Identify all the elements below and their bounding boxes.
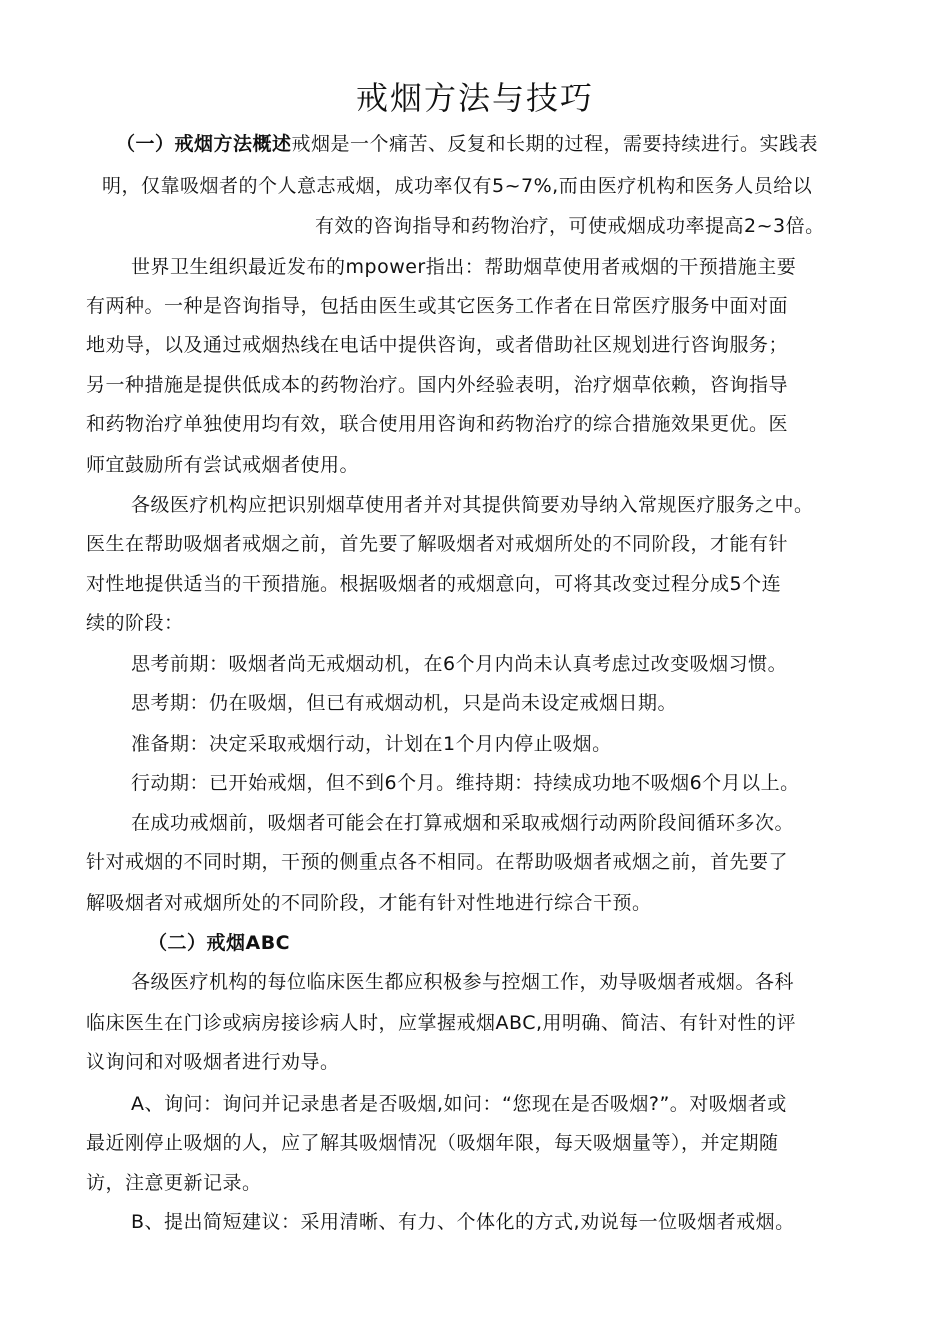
- section2-para-line: 各级医疗机构的每位临床医生都应积极参与控烟工作，劝导吸烟者戒烟。各科: [131, 971, 795, 993]
- stage-item: 思考期：仍在吸烟，但已有戒烟动机，只是尚未设定戒烟日期。: [131, 692, 678, 714]
- section2-para-line: 议询问和对吸烟者进行劝导。: [86, 1051, 340, 1073]
- section2-heading: （二）戒烟ABC: [148, 932, 291, 954]
- para-cycle-line: 在成功戒烟前，吸烟者可能会在打算戒烟和采取戒烟行动两阶段间循环多次。: [131, 812, 795, 834]
- para-who-line: 另一种措施是提供低成本的药物治疗。国内外经验表明，治疗烟草依赖，咨询指导: [86, 374, 789, 396]
- para-stages-line: 对性地提供适当的干预措施。根据吸烟者的戒烟意向，可将其改变过程分成5个连: [86, 573, 782, 595]
- para-who-line: 师宜鼓励所有尝试戒烟者使用。: [86, 454, 360, 476]
- item-a-line: 访，注意更新记录。: [86, 1172, 262, 1194]
- section1-heading: （一）戒烟方法概述: [116, 133, 292, 155]
- para-who-line: 和药物治疗单独使用均有效，联合使用用咨询和药物治疗的综合措施效果更优。医: [86, 413, 789, 435]
- item-a-line: 最近刚停止吸烟的人，应了解其吸烟情况（吸烟年限，每天吸烟量等），并定期随: [86, 1132, 779, 1154]
- stage-item: 思考前期：吸烟者尚无戒烟动机，在6个月内尚未认真考虑过改变吸烟习惯。: [131, 653, 788, 675]
- section1-line3: 有效的咨询指导和药物治疗，可使戒烟成功率提高2~3倍。: [315, 215, 825, 237]
- para-cycle-line: 解吸烟者对戒烟所处的不同阶段，才能有针对性地进行综合干预。: [86, 892, 652, 914]
- stage-item: 行动期：已开始戒烟，但不到6个月。维持期：持续成功地不吸烟6个月以上。: [131, 772, 800, 794]
- section1-line1-text: 戒烟是一个痛苦、反复和长期的过程，需要持续进行。实践表: [291, 133, 819, 155]
- para-who-line: 世界卫生组织最近发布的mpower指出：帮助烟草使用者戒烟的干预措施主要: [131, 256, 797, 278]
- section1-line2: 明，仅靠吸烟者的个人意志戒烟，成功率仅有5~7%,而由医疗机构和医务人员给以: [102, 175, 813, 197]
- para-stages-line: 医生在帮助吸烟者戒烟之前，首先要了解吸烟者对戒烟所处的不同阶段，才能有针: [86, 533, 789, 555]
- section1-line1: [116, 130, 818, 158]
- section2-para-line: 临床医生在门诊或病房接诊病人时，应掌握戒烟ABC,用明确、简洁、有针对性的评: [86, 1012, 797, 1034]
- para-cycle-line: 针对戒烟的不同时期，干预的侧重点各不相同。在帮助吸烟者戒烟之前，首先要了: [86, 851, 789, 873]
- para-who-line: 有两种。一种是咨询指导，包括由医生或其它医务工作者在日常医疗服务中面对面: [86, 295, 789, 317]
- para-stages-line: 续的阶段：: [86, 612, 184, 634]
- item-b-line: B、提出简短建议：采用清晰、有力、个体化的方式,劝说每一位吸烟者戒烟。: [131, 1211, 795, 1233]
- para-stages-line: 各级医疗机构应把识别烟草使用者并对其提供简要劝导纳入常规医疗服务之中。: [131, 494, 814, 516]
- para-who-line: 地劝导，以及通过戒烟热线在电话中提供咨询，或者借助社区规划进行咨询服务；: [86, 334, 789, 356]
- stage-item: 准备期：决定采取戒烟行动，计划在1个月内停止吸烟。: [131, 733, 612, 755]
- item-a-line: A、询问：询问并记录患者是否吸烟,如问：“您现在是否吸烟?”。对吸烟者或: [131, 1093, 787, 1115]
- document-title: 戒烟方法与技巧: [355, 79, 594, 117]
